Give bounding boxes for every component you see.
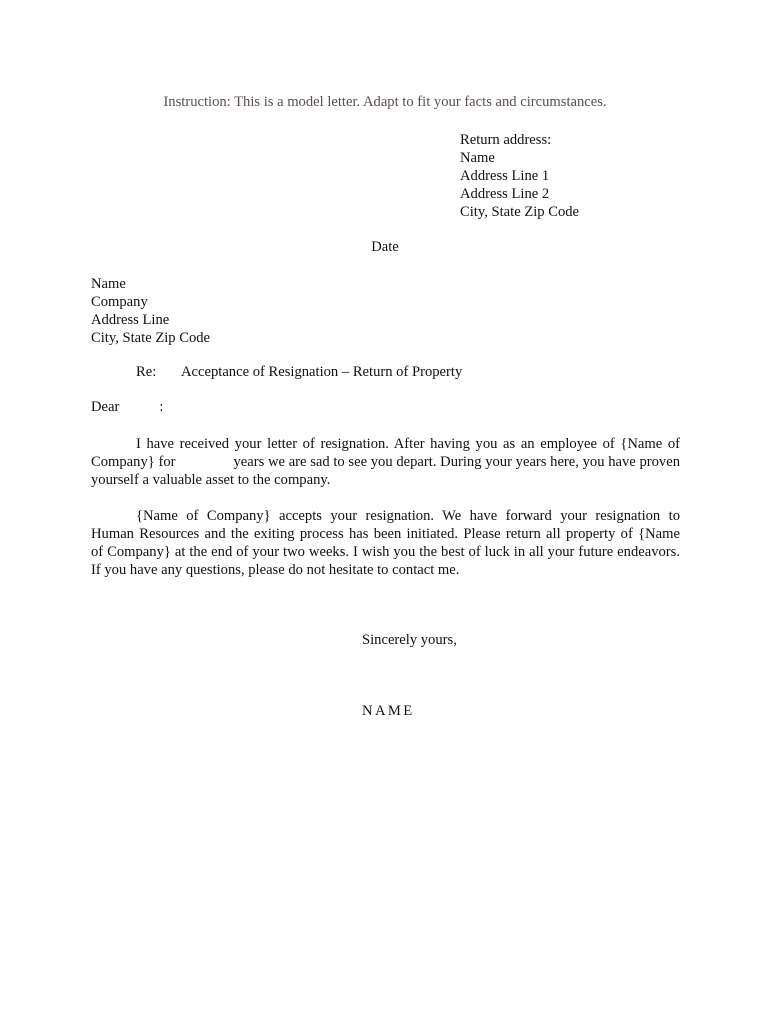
return-address-block: [460, 131, 579, 221]
subject-text: Acceptance of Resignation – Return of Property: [181, 364, 463, 380]
body-paragraph-2: [91, 507, 680, 579]
paragraph-line: yourself a valuable asset to the company.: [91, 472, 331, 488]
recipient-name: Name: [91, 276, 126, 292]
letter-date: Date: [371, 239, 399, 255]
instruction-note: Instruction: This is a model letter. Adapt to fit your facts and circumstances.: [163, 94, 607, 110]
return-address-city-state-zip: City, State Zip Code: [460, 204, 580, 220]
body-paragraph-1: [91, 435, 680, 489]
subject-label: Re:: [136, 364, 157, 380]
paragraph-line: I have received your letter of resignation. After having you as an employee of {Name of: [136, 436, 680, 452]
paragraph-line: If you have any questions, please do not hesitate to contact me.: [91, 562, 460, 578]
paragraph-line: {Name of Company} accepts your resignation. We have forward your resignation to: [136, 508, 680, 524]
paragraph-line: Human Resources and the exiting process has been initiated. Please return all property of {Name: [91, 526, 680, 542]
salutation: [91, 399, 163, 416]
return-address-line2: Address Line 2: [460, 186, 550, 202]
subject-line: [136, 364, 462, 381]
return-address-line1: Address Line 1: [460, 168, 550, 184]
paragraph-line: of Company} at the end of your two weeks. I wish you the best of luck in all your future endeavors.: [91, 544, 680, 560]
recipient-address: Address Line: [91, 312, 170, 328]
return-address-label: Return address:: [460, 132, 552, 148]
closing: Sincerely yours,: [362, 632, 457, 648]
signature-name: NAME: [362, 703, 415, 719]
paragraph-line: Company} for years we are sad to see you depart. During your years here, you have proven: [91, 454, 680, 470]
salutation-punct: :: [159, 399, 164, 415]
return-address-name: Name: [460, 150, 495, 166]
salutation-word: Dear: [91, 399, 120, 415]
recipient-city-state-zip: City, State Zip Code: [91, 330, 211, 346]
recipient-address-block: [91, 275, 210, 347]
recipient-company: Company: [91, 294, 148, 310]
